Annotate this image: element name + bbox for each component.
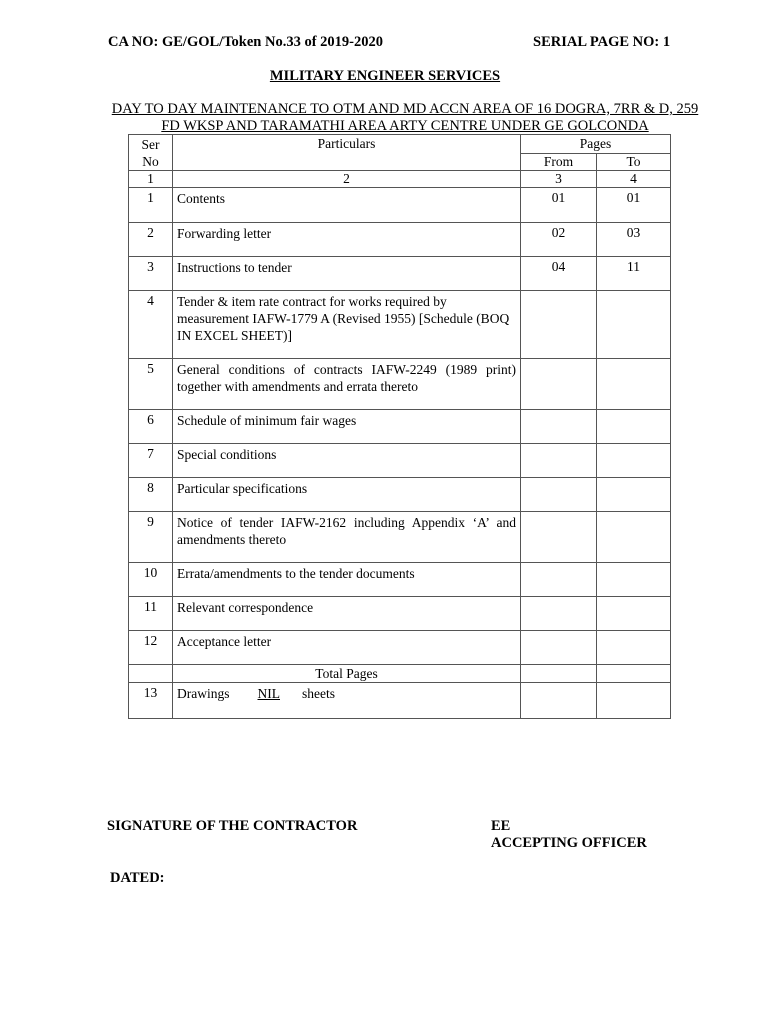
row-particulars: Relevant correspondence <box>173 597 521 631</box>
row-page-from: 04 <box>521 257 597 291</box>
total-to-blank <box>597 665 671 683</box>
row-page-to <box>597 597 671 631</box>
drawings-nil: NIL <box>257 686 280 701</box>
row-ser: 5 <box>129 359 173 410</box>
row-page-from <box>521 444 597 478</box>
table-row <box>129 257 671 291</box>
row-particulars: Schedule of minimum fair wages <box>173 410 521 444</box>
row-ser: 3 <box>129 257 173 291</box>
table-row <box>129 478 671 512</box>
contents-table <box>128 134 671 719</box>
table-row <box>129 223 671 257</box>
row-ser: 1 <box>129 188 173 223</box>
ee-label: EE <box>491 818 511 834</box>
table-row <box>129 631 671 665</box>
header-pages: Pages <box>521 135 671 154</box>
column-number-2: 2 <box>173 171 521 188</box>
row-page-to <box>597 359 671 410</box>
table-row <box>129 359 671 410</box>
drawings-sheets: sheets <box>302 686 335 701</box>
row-page-to <box>597 410 671 444</box>
row-page-from <box>521 597 597 631</box>
header-particulars: Particulars <box>173 135 521 171</box>
organisation-title: MILITARY ENGINEER SERVICES <box>269 68 501 84</box>
row-particulars: General conditions of contracts IAFW-2249 (1989 print) together with amendments and errata thereto <box>173 359 521 410</box>
row-ser: 10 <box>129 563 173 597</box>
row-page-to <box>597 444 671 478</box>
total-from-blank <box>521 665 597 683</box>
header-to: To <box>597 153 671 171</box>
row-page-to <box>597 631 671 665</box>
accepting-officer-label: ACCEPTING OFFICER <box>491 835 647 851</box>
header-no-label: No <box>142 154 159 169</box>
row-page-to <box>597 512 671 563</box>
header-from: From <box>521 153 597 171</box>
row-particulars: Contents <box>173 188 521 223</box>
row-particulars: Forwarding letter <box>173 223 521 257</box>
total-pages-row <box>129 665 671 683</box>
row-particulars: Special conditions <box>173 444 521 478</box>
column-number-1: 1 <box>129 171 173 188</box>
row-particulars: Acceptance letter <box>173 631 521 665</box>
row-ser: 8 <box>129 478 173 512</box>
row-particulars: Instructions to tender <box>173 257 521 291</box>
row-page-from <box>521 563 597 597</box>
subject-line-2: FD WKSP AND TARAMATHI AREA ARTY CENTRE UNDER GE GOLCONDA <box>161 118 649 134</box>
row-particulars: Particular specifications <box>173 478 521 512</box>
table-row <box>129 410 671 444</box>
row-particulars: Notice of tender IAFW-2162 including Appendix ‘A’ and amendments thereto <box>173 512 521 563</box>
drawings-from-blank <box>521 683 597 719</box>
table-row <box>129 563 671 597</box>
drawings-label: Drawings <box>177 686 230 701</box>
row-ser: 2 <box>129 223 173 257</box>
row-page-from <box>521 512 597 563</box>
row-page-to <box>597 291 671 359</box>
drawings-cell <box>173 683 521 719</box>
total-ser-blank <box>129 665 173 683</box>
column-number-3: 3 <box>521 171 597 188</box>
serial-page-number: SERIAL PAGE NO: 1 <box>533 34 671 50</box>
drawings-ser: 13 <box>129 683 173 719</box>
header-ser-no <box>129 135 173 171</box>
row-page-from <box>521 410 597 444</box>
row-ser: 11 <box>129 597 173 631</box>
row-ser: 12 <box>129 631 173 665</box>
row-page-to: 11 <box>597 257 671 291</box>
row-page-from <box>521 478 597 512</box>
row-page-from: 01 <box>521 188 597 223</box>
table-row <box>129 512 671 563</box>
row-page-from: 02 <box>521 223 597 257</box>
row-page-from <box>521 291 597 359</box>
contractor-signature-label: SIGNATURE OF THE CONTRACTOR <box>107 818 358 834</box>
row-ser: 7 <box>129 444 173 478</box>
row-page-from <box>521 359 597 410</box>
table-row <box>129 291 671 359</box>
row-particulars: Errata/amendments to the tender documents <box>173 563 521 597</box>
dated-label: DATED: <box>110 870 165 886</box>
row-ser: 9 <box>129 512 173 563</box>
table-row <box>129 597 671 631</box>
drawings-row <box>129 683 671 719</box>
row-page-to: 03 <box>597 223 671 257</box>
row-page-from <box>521 631 597 665</box>
row-page-to: 01 <box>597 188 671 223</box>
row-ser: 6 <box>129 410 173 444</box>
row-ser: 4 <box>129 291 173 359</box>
column-number-4: 4 <box>597 171 671 188</box>
total-pages-label: Total Pages <box>173 665 521 683</box>
table-row <box>129 188 671 223</box>
work-subject <box>100 101 710 135</box>
row-page-to <box>597 478 671 512</box>
table-row <box>129 444 671 478</box>
header-ser-label: Ser <box>141 137 160 152</box>
row-page-to <box>597 563 671 597</box>
subject-line-1: DAY TO DAY MAINTENANCE TO OTM AND MD ACCN AREA OF 16 DOGRA, 7RR & D, 259 <box>111 101 699 117</box>
row-particulars: Tender & item rate contract for works required by measurement IAFW-1779 A (Revised 1955) [Schedule (BOQ IN EXCEL SHEET)] <box>173 291 521 359</box>
drawings-to-blank <box>597 683 671 719</box>
ca-number: CA NO: GE/GOL/Token No.33 of 2019-2020 <box>108 34 383 50</box>
